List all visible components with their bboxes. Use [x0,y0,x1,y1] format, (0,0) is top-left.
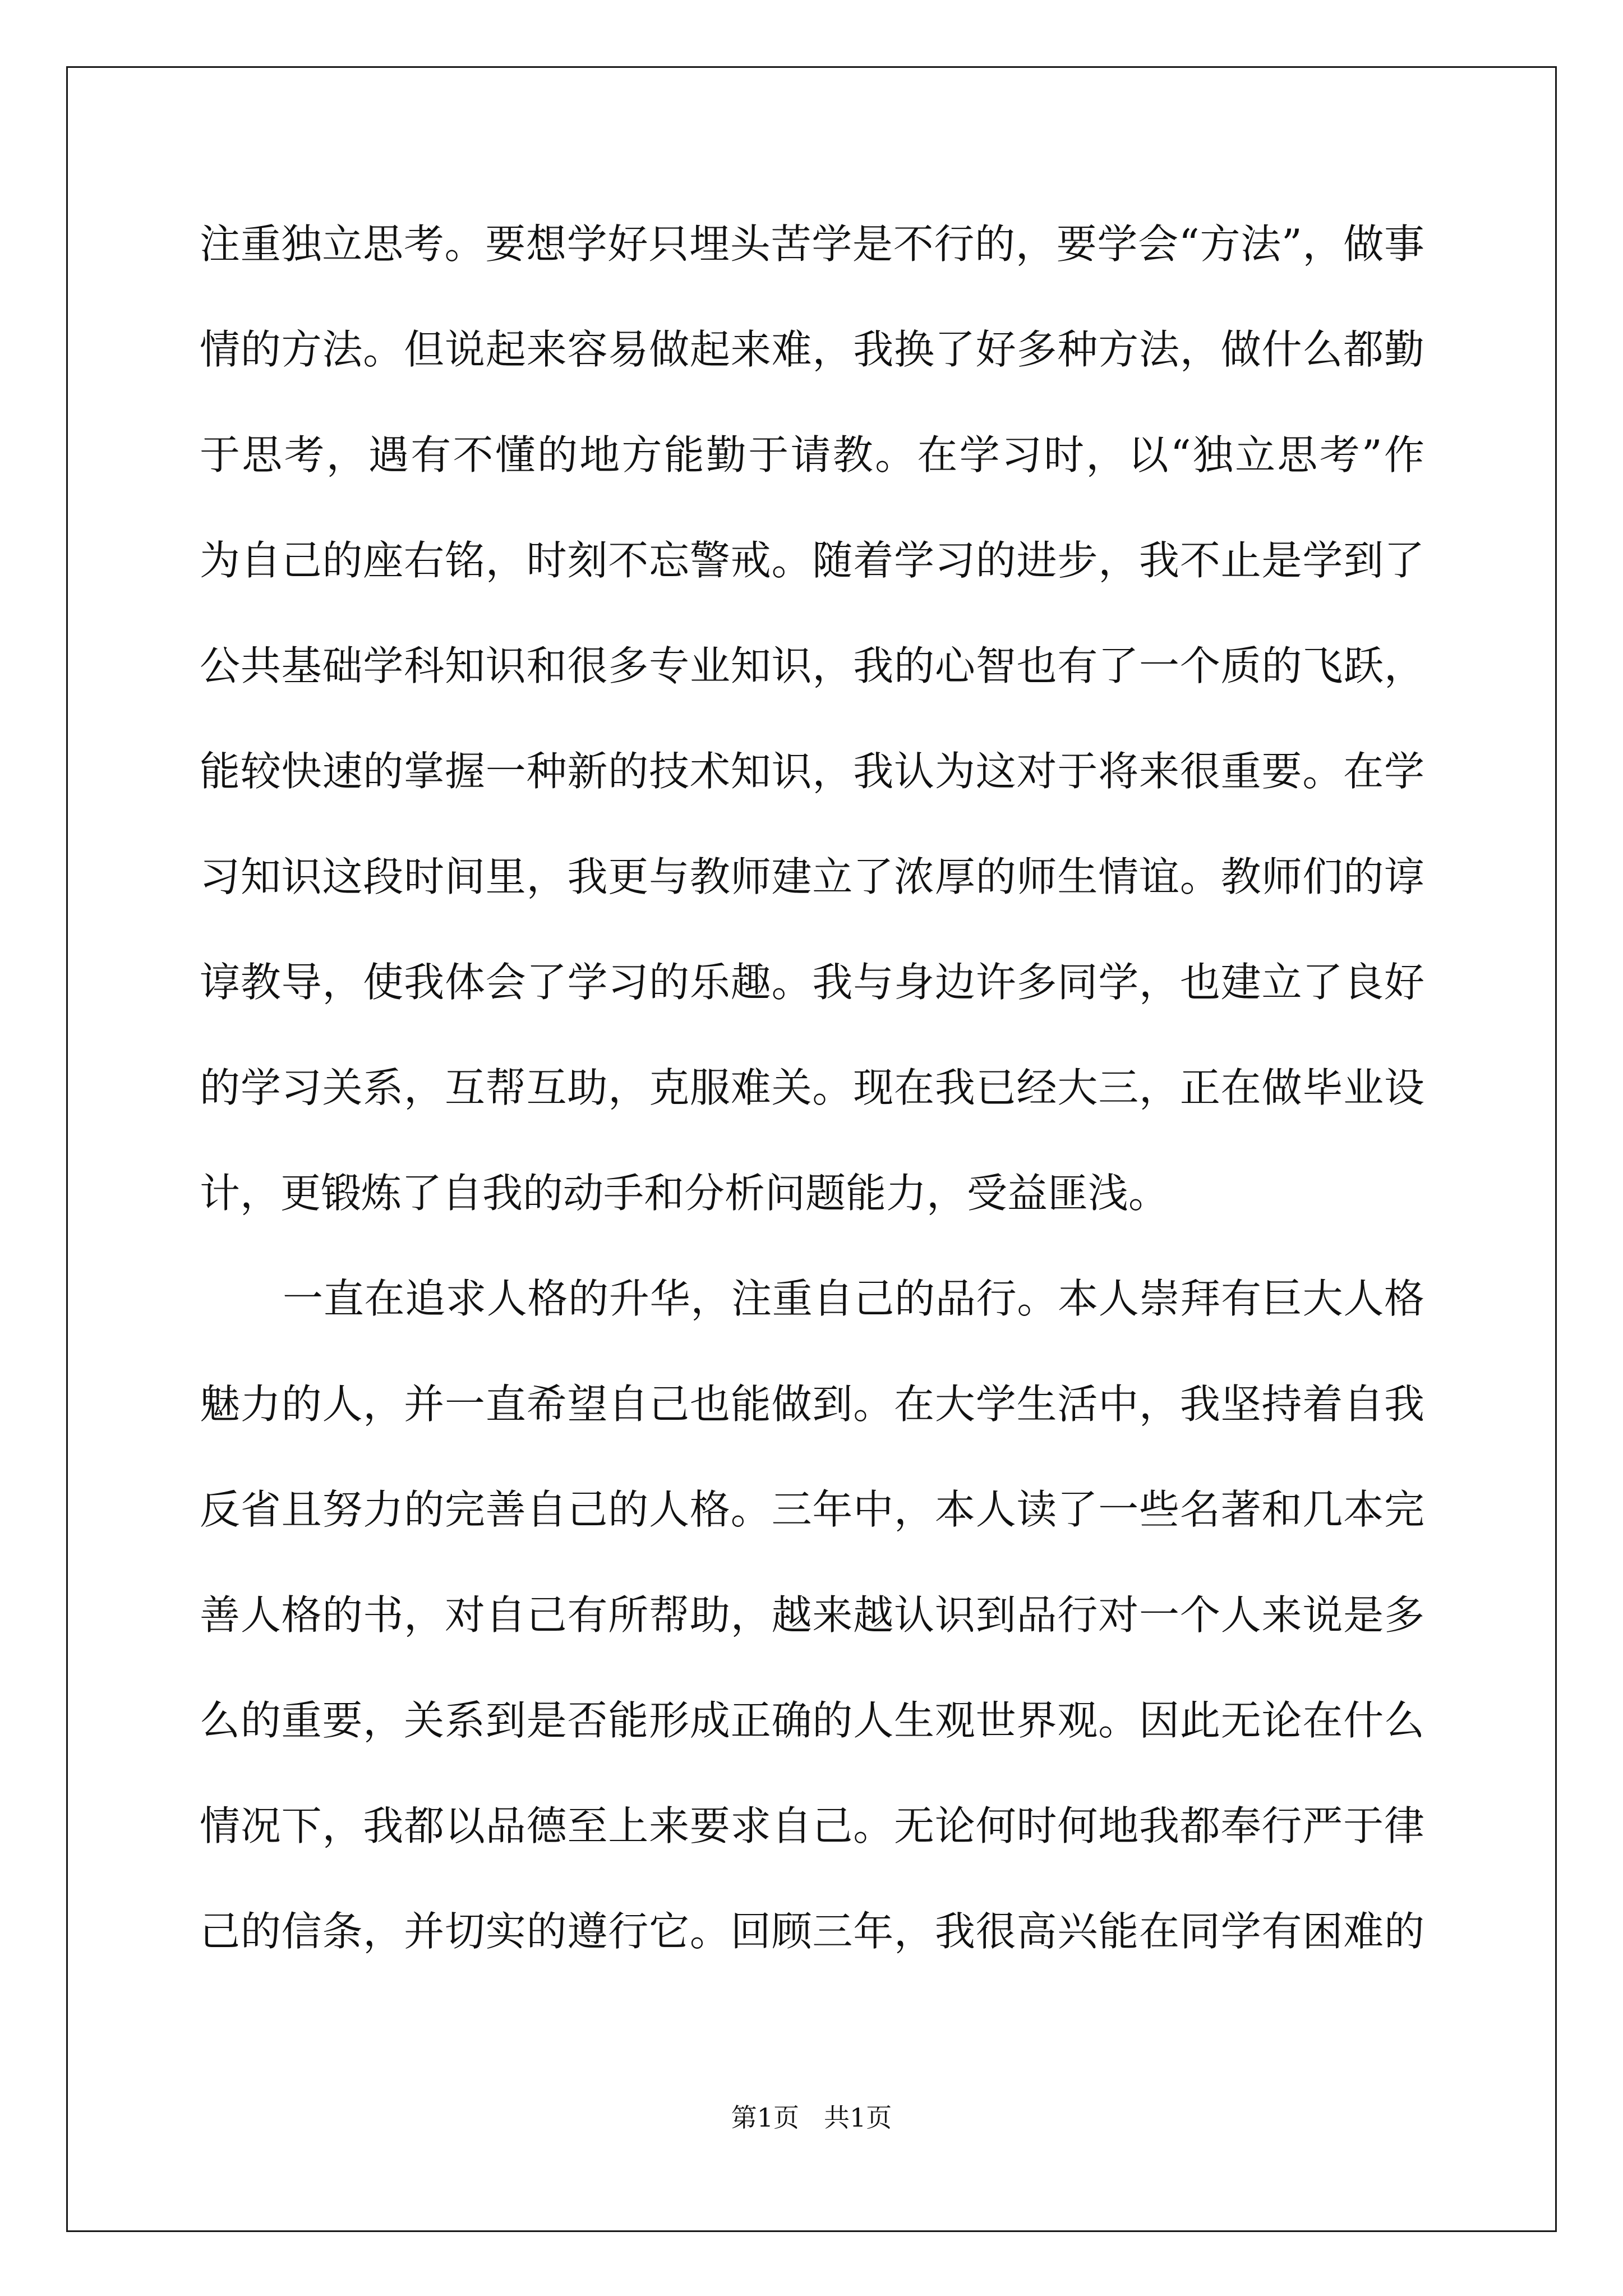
text-line: 公共基础学科知识和很多专业知识，我的心智也有了一个质的飞跃， [200,642,1424,689]
text-line: 注重独立思考。要想学好只埋头苦学是不行的，要学会“方法”，做事 [200,220,1424,268]
page-footer [0,2101,1623,2134]
paragraph-2 [200,1268,1424,2006]
text-line: 一直在追求人格的升华，注重自己的品行。本人崇拜有巨大人格 [283,1275,1424,1322]
text-line: 情的方法。但说起来容易做起来难，我换了好多种方法，做什么都勤 [200,326,1424,373]
text-line: 么的重要，关系到是否能形成正确的人生观世界观。因此无论在什么 [200,1697,1424,1744]
text-line: 谆教导，使我体会了学习的乐趣。我与身边许多同学，也建立了良好 [200,959,1424,1006]
paragraph-1 [200,213,1424,1268]
document-body [200,213,1424,2006]
page-total: 共1页 [823,2102,892,2133]
page-number: 第1页 [731,2102,800,2133]
text-line: 的学习关系，互帮互助，克服难关。现在我已经大三，正在做毕业设 [200,1064,1424,1111]
text-line: 情况下，我都以品德至上来要求自己。无论何时何地我都奉行严于律 [200,1802,1424,1849]
text-line: 善人格的书，对自己有所帮助，越来越认识到品行对一个人来说是多 [200,1591,1424,1639]
text-line: 计，更锻炼了自我的动手和分析问题能力，受益匪浅。 [200,1170,1169,1217]
text-line: 己的信条，并切实的遵行它。回顾三年，我很高兴能在同学有困难的 [200,1908,1424,1955]
text-line: 魅力的人，并一直希望自己也能做到。在大学生活中，我坚持着自我 [200,1381,1424,1428]
text-line: 能较快速的掌握一种新的技术知识，我认为这对于将来很重要。在学 [200,748,1424,795]
text-line: 习知识这段时间里，我更与教师建立了浓厚的师生情谊。教师们的谆 [200,853,1424,900]
text-line: 反省且努力的完善自己的人格。三年中，本人读了一些名著和几本完 [200,1486,1424,1533]
text-line: 为自己的座右铭，时刻不忘警戒。随着学习的进步，我不止是学到了 [200,537,1424,584]
text-line: 于思考，遇有不懂的地方能勤于请教。在学习时，以“独立思考”作 [200,431,1424,478]
